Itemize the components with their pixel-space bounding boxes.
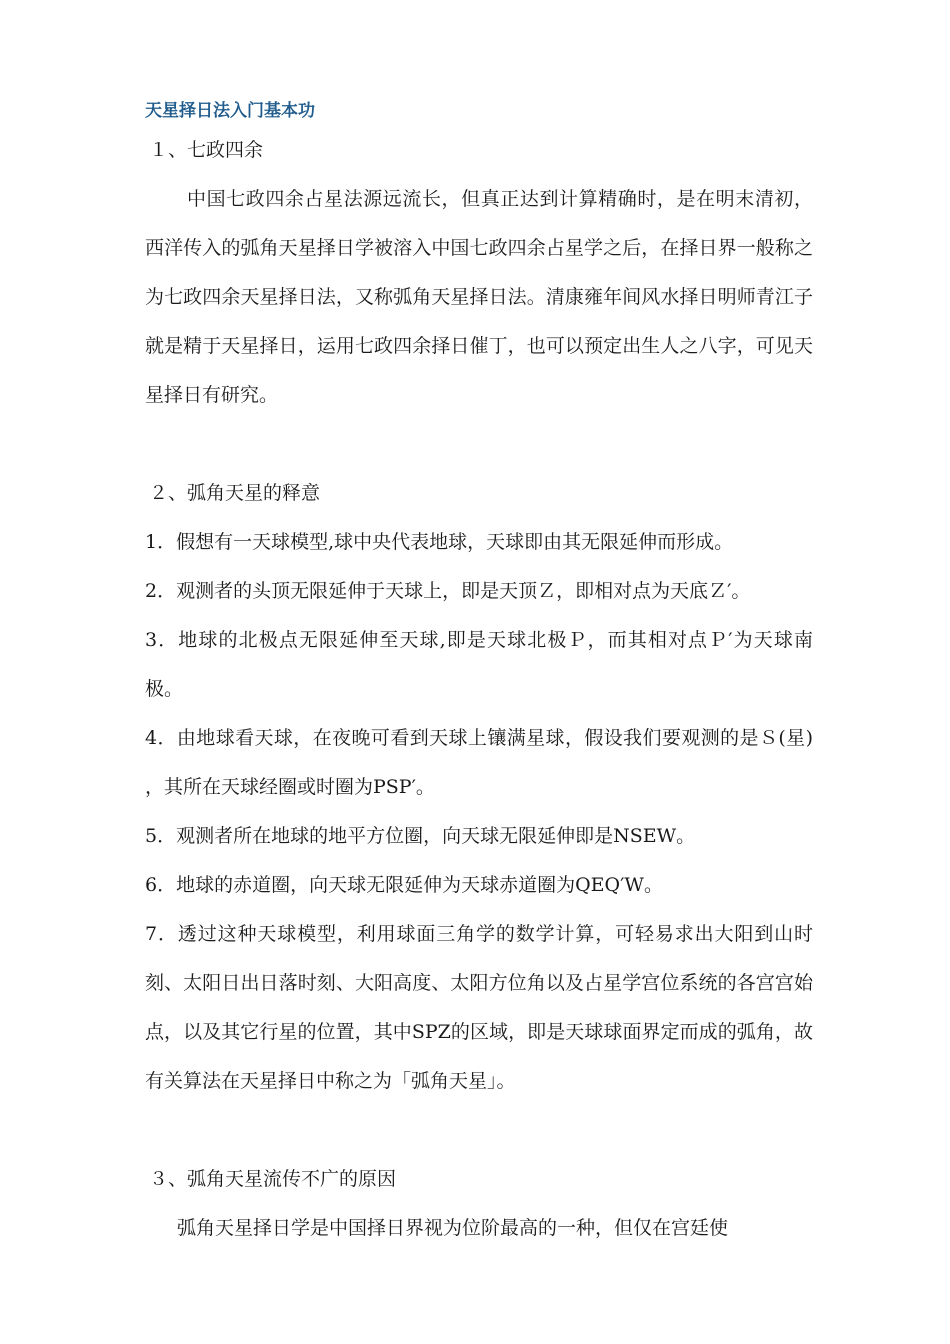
list-item: 4．由地球看天球，在夜晚可看到天球上镶满星球，假设我们要观测的是Ｓ(星) ，其所在天球经圈或时圈为PSP′。 <box>145 727 813 798</box>
list-item: 2．观测者的头顶无限延伸于天球上，即是天顶Ｚ，即相对点为天底Ｚ′。 <box>145 580 751 602</box>
section-1-paragraph: 中国七政四余占星法源远流长，但真正达到计算精确时，是在明末清初，西洋传入的弧角天星择日学被溶入中国七政四余占星学之后，在择日界一般称之为七政四余天星择日法，又称弧角天星择日法。清康雍年间风水择日明师青江子就是精于天星择日，运用七政四余择日催丁，也可以预定出生人之八字，可见天星择日有研究。 <box>145 188 813 406</box>
document-title: 天星择日法入门基本功 <box>145 101 315 121</box>
list-item: 3．地球的北极点无限延伸至天球,即是天球北极Ｐ，而其相对点Ｐ′为天球南极。 <box>145 629 813 700</box>
section-heading-2: ２、弧角天星的释意 <box>149 482 321 504</box>
document-body <box>145 96 813 1253</box>
list-item: 6．地球的赤道圈，向天球无限延伸为天球赤道圈为QEQ′W。 <box>145 874 663 896</box>
paragraph-spacer <box>145 1106 813 1155</box>
list-item: 5．观测者所在地球的地平方位圈，向天球无限延伸即是NSEW。 <box>145 825 696 847</box>
section-3-paragraph: 弧角天星择日学是中国择日界视为位阶最高的一种，但仅在宫廷使 <box>177 1217 729 1239</box>
paragraph-spacer <box>145 420 813 469</box>
list-item: 1．假想有一天球模型,球中央代表地球，天球即由其无限延伸而形成。 <box>145 531 734 553</box>
section-heading-3: ３、弧角天星流传不广的原因 <box>149 1168 397 1190</box>
list-item: 7．透过这种天球模型，利用球面三角学的数学计算，可轻易求出大阳到山时刻、太阳日出日落时刻、大阳高度、太阳方位角以及占星学宫位系统的各宫宫始点，以及其它行星的位置，其中SPZ的区域，即是天球球面界定而成的弧角，故有关算法在天星择日中称之为「弧角天星」。 <box>145 923 813 1092</box>
section-heading-1: １、七政四余 <box>149 139 264 161</box>
